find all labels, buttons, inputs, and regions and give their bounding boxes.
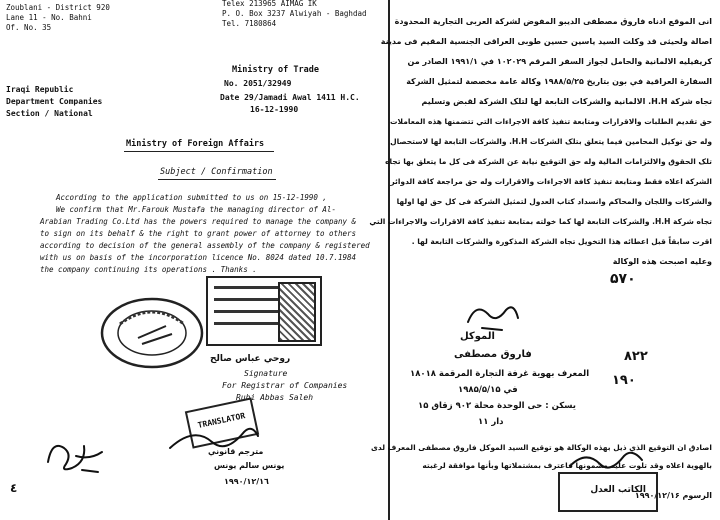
arabic-line-10: والشرکات واللجان والمحاکم وانسداد کتاب العدول لتمثیل الشرکة فی کل حق لها اولها: [396, 197, 712, 206]
letterhead-left-line3: Of. No. 35: [6, 23, 52, 32]
arabic-line-3: کریفیلیه الالمانیة والحامل لجواز السفر المرقم ۱۰۲۰۲۹ في ۱۹۹۱/۱ الصادر من: [407, 57, 712, 66]
arabic-line-2: اصالة ولحیثی قد وکلت السید یاسین حسین طوبی العراقی الجنسیة المقیم فی مدینة: [380, 37, 712, 46]
recipient-underline: [124, 151, 274, 152]
arabic-agent-line2: في ۱۹۸۵/۵/۱۵: [458, 385, 518, 395]
arabic-line-8: تلک الحقوق والالتزامات المالیة وله حق التوقیع نیابة عن الشرکة فی کل ما یتعلق بها تجاه: [385, 157, 712, 166]
body-line-3: Arabian Trading Co.Ltd has the powers required to manage the company &: [40, 217, 357, 226]
body-line-1: According to the application submitted to us on 15-12-1990 ,: [56, 193, 327, 202]
ministry-title: Ministry of Trade: [232, 65, 319, 75]
arabic-footer-3: الرسوم ۱۹۹۰/۱۲/۱۶: [634, 491, 712, 500]
ministry-date: 16-12-1990: [250, 105, 299, 114]
arabic-line-4: السفارة العراقیة في بون بتاریخ ۱۹۸۸/۵/۲۵ وکالة عامة مخصصة لتمثیل الشرکة: [406, 77, 712, 86]
column-divider: [388, 0, 390, 520]
left-footer-mark: ٤: [10, 481, 18, 495]
signature-for-registrar: For Registrar of Companies: [222, 381, 348, 390]
arabic-agent-line3: یسکن : حی الوحدة محلة ۹۰۲ زقاق ۱۵: [418, 401, 576, 411]
ministry-date-hijri: Date 29/Jamadi Awal 1411 H.C.: [220, 93, 360, 102]
arabic-footer-1: اصادق ان التوقیع الذي ذیل بهذه الوکالة هو توقیع السید الموکل فاروق مصطفی المعرف لدی: [371, 443, 712, 452]
arabic-number-1: ۸۲۲: [624, 349, 648, 364]
arabic-number-2: ۱۹۰: [612, 373, 636, 388]
notary-signature-icon: [566, 446, 646, 480]
arabic-line-12: اقرت سابقاً قبل اعطائه هذا التخویل تجاه الشرکة المذکورة والشرکات التابعة لها .: [411, 237, 712, 246]
arabic-line-11: تجاه شرکة H.H. والشرکات التابعة لها کما خولته بمتابعة تنفیذ کافة الاقرارات والاجراءات التي: [369, 217, 712, 226]
ministry-number: No. 2051/32949: [224, 79, 292, 88]
arabic-line-5: تجاه شرکة H.H. الالمانیة والشرکات التابعة لها لتلک الشرکة لقبض وتسلیم: [421, 97, 712, 106]
addressee-line2: Department Companies: [6, 97, 103, 106]
round-seal-icon: [98, 294, 206, 372]
revenue-stamp-block: [206, 276, 322, 346]
translator-arabic-2: يونس سالم يونس: [214, 461, 285, 470]
arabic-agent-name: فاروق مصطفی: [454, 349, 532, 360]
letterhead-right-line1: Telex 213965 AIMAG IK: [222, 0, 317, 8]
handwritten-signature-icon: [42, 432, 108, 478]
addressee-line1: Iraqi Republic: [6, 85, 74, 94]
agent-signature-icon: [462, 296, 522, 336]
letterhead-left-line2: Lane 11 - No. Bahni: [6, 13, 92, 22]
arabic-agent-label: الموکل: [460, 331, 495, 342]
letterhead-left-line1: Zoublani - District 920: [6, 3, 110, 12]
arabic-line-9: الشرکة اعلاه فقط ومتابعة تنفیذ کافة الاجراءات والاقرارات وله حق مراجعة کافة الدوائر: [390, 177, 712, 186]
signature-arabic-name: روحي عباس صالح: [210, 354, 291, 364]
arabic-line-7: وله حق توکیل المحامین فیما یتعلق بتلک الشرکات H.H. والشرکات التابعة لها لاستحصال: [390, 137, 712, 146]
letterhead-right-line2: P. O. Box 3237 Alwiyah - Baghdad: [222, 9, 367, 18]
arabic-ref: وعلیه اصبحت هذه الوکالة: [612, 257, 712, 266]
body-line-4: to sign on its behalf & the right to grant power of attorney to others: [40, 229, 357, 238]
arabic-line-1: انی الموقع ادناه فاروق مصطفی الدیبو المفوض لشرکة العربی التجاریة المحدودة: [394, 17, 712, 26]
arabic-date-number: ۵۷۰: [610, 271, 636, 287]
letterhead-right-line3: Tel. 7180864: [222, 19, 277, 28]
arabic-agent-line4: دار ۱۱: [478, 417, 504, 427]
signature-name: Ruhi Abbas Saleh: [236, 393, 314, 402]
subject-underline: [158, 179, 276, 180]
arabic-footer-2: بالهویة اعلاه وقد تلوت علیه مضمونها فاعترف بمشتملاتها وبأنها موافقة لرغبته: [422, 461, 712, 470]
translator-arabic-3: ١٩٩٠/١٢/١٦: [224, 477, 269, 486]
translator-stamp-text: TRANSLATOR: [196, 411, 246, 430]
recipient: Ministry of Foreign Affairs: [126, 139, 265, 149]
translator-arabic-1: مترجم قانوني: [208, 447, 264, 456]
body-line-5: according to decision of the general assembly of the company & registered: [40, 241, 370, 250]
addressee-line3: Section / National: [6, 109, 93, 118]
body-line-6: with us on basis of the incorporation licence No. 8024 dated 10.7.1984: [40, 253, 357, 262]
body-line-7: the company continuing its operations . Thanks .: [40, 265, 257, 274]
subject-line: Subject / Confirmation: [160, 167, 273, 177]
signature-label: Signature: [244, 369, 288, 378]
arabic-agent-line1: المعرف بهویة غرفة التجارة المرقمة ۱۸۰۱۸: [410, 369, 590, 379]
arabic-line-6: حق تقدیم الطلبات والاقرارات ومتابعة تنفیذ کافة الاجراءات التي تتضمنها هذه المعاملات: [390, 117, 712, 126]
revenue-stamp: [278, 282, 316, 342]
notary-stamp-text: الکاتب العدل: [590, 485, 646, 495]
body-line-2: We confirm that Mr.Farouk Mustafa the managing director of Al-: [56, 205, 336, 214]
